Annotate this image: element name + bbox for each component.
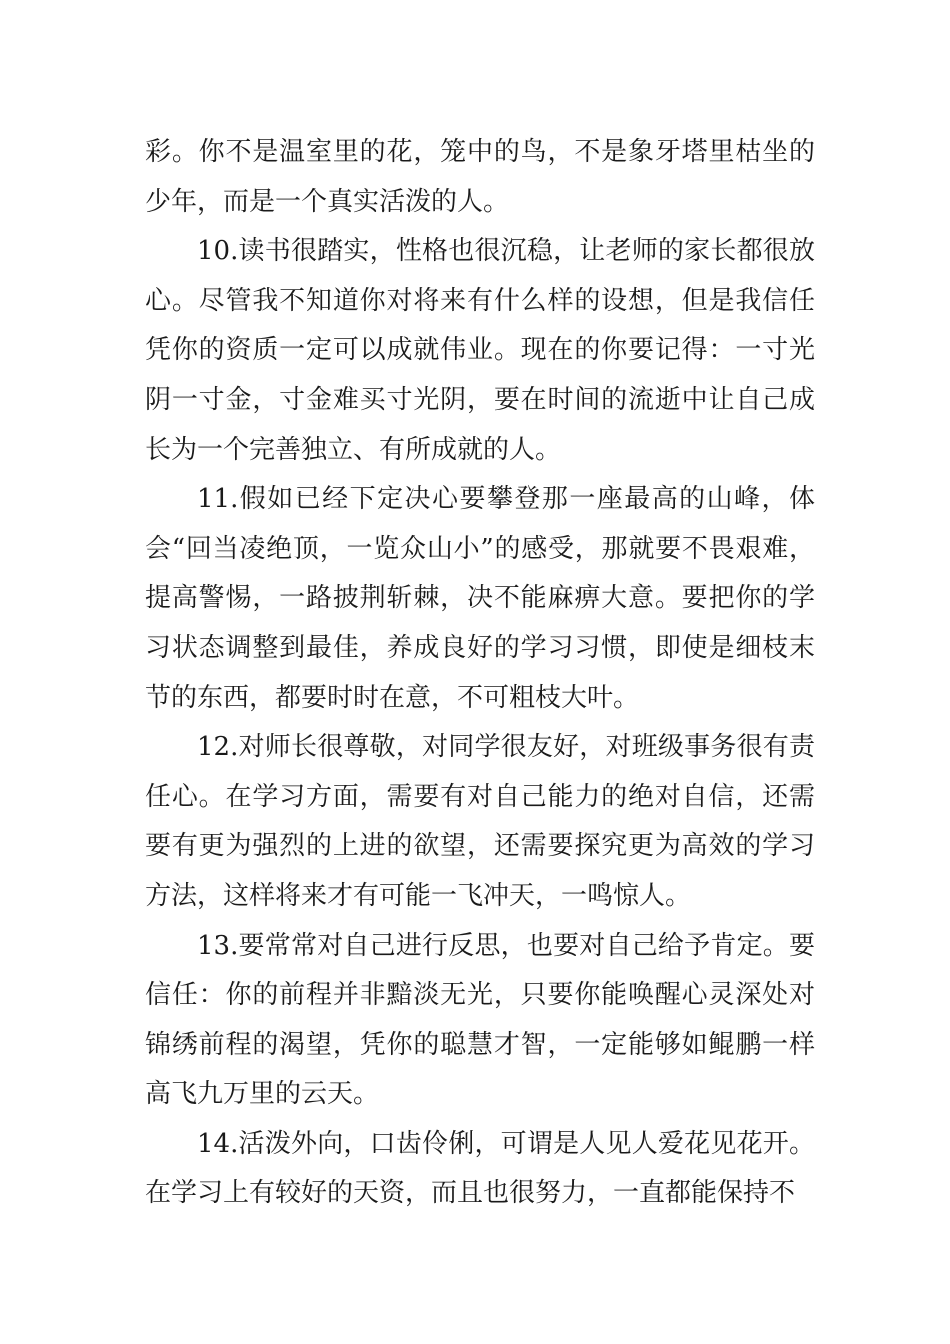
paragraph-item-11: 11.假如已经下定决心要攀登那一座最高的山峰，体会“回当凌绝顶，一览众山小”的感受，那就要不畏艰难，提高警惕，一路披荆斩棘，决不能麻痹大意。要把你的学习状态调整到最佳，养成良好的学习习惯，即使是细枝末节的东西，都要时时在意，不可粗枝大叶。: [145, 484, 815, 713]
paragraph-item-10: 10.读书很踏实，性格也很沉稳，让老师的家长都很放心。尽管我不知道你对将来有什么样的设想，但是我信任凭你的资质一定可以成就伟业。现在的你要记得：一寸光阴一寸金，寸金难买寸光阴，要在时间的流逝中让自己成长为一个完善独立、有所成就的人。: [145, 236, 815, 465]
paragraph-item-14: 14.活泼外向，口齿伶俐，可谓是人见人爱花见花开。在学习上有较好的天资，而且也很努力，一直都能保持不: [145, 1128, 815, 1209]
paragraph-item-13: 13.要常常对自己进行反思，也要对自己给予肯定。要信任：你的前程并非黯淡无光，只要你能唤醒心灵深处对锦绣前程的渴望，凭你的聪慧才智，一定能够如鲲鹏一样高飞九万里的云天。: [145, 930, 815, 1110]
document-body: [145, 128, 815, 1219]
paragraph-item-12: 12.对师长很尊敬，对同学很友好，对班级事务很有责任心。在学习方面，需要有对自己能力的绝对自信，还需要有更为强烈的上进的欲望，还需要探究更为高效的学习方法，这样将来才有可能一飞冲天，一鸣惊人。: [145, 732, 815, 911]
paragraph-continuation: 彩。你不是温室里的花，笼中的鸟，不是象牙塔里枯坐的少年，而是一个真实活泼的人。: [145, 137, 815, 217]
